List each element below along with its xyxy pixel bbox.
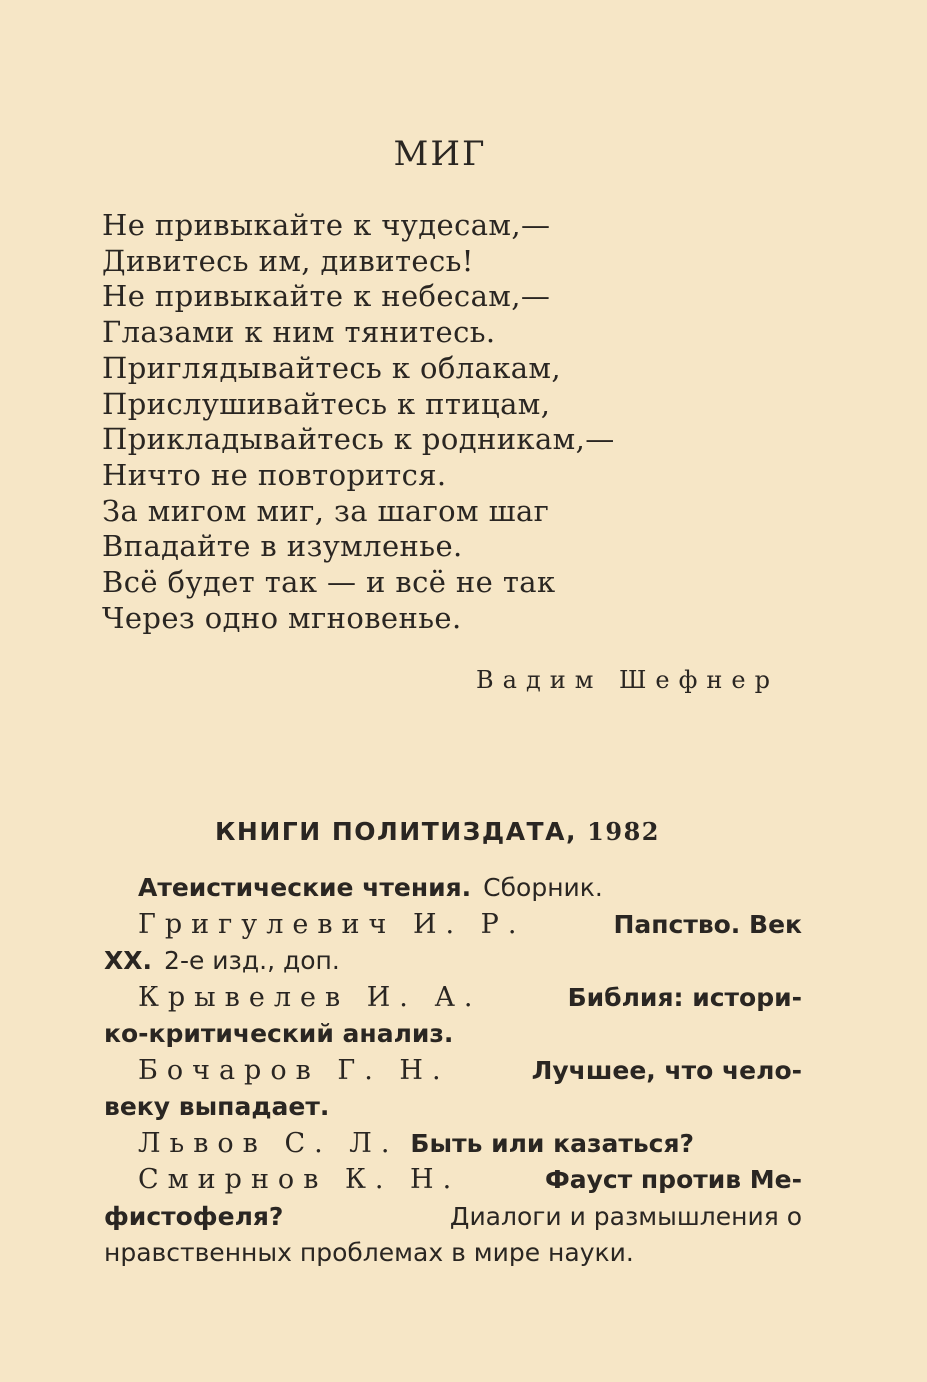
book-author: Львов С. Л.	[138, 1127, 399, 1159]
poem-line: Ничто не повторится.	[102, 457, 447, 492]
poem-line: Прикладывайтесь к родникам,—	[102, 422, 615, 457]
list-item-continuation	[104, 1235, 802, 1272]
poem-line: Прислушивайтесь к птицам,	[102, 386, 551, 421]
list-item	[104, 907, 802, 944]
book-title: Фауст против Ме-	[544, 1165, 802, 1194]
list-item	[104, 1053, 802, 1090]
book-list	[104, 870, 802, 1272]
poem-line: Всё будет так — и всё не так	[102, 565, 556, 600]
book-title: Атеистические чтения.	[138, 873, 472, 902]
book-title: Быть или казаться?	[410, 1128, 695, 1158]
section-title	[215, 814, 660, 850]
poem-line: Не привыкайте к небесам,—	[102, 279, 551, 314]
book-title: Библия: истори-	[567, 982, 802, 1012]
list-item	[104, 1162, 802, 1199]
list-item-continuation	[104, 1016, 802, 1053]
list-item-continuation	[104, 1089, 802, 1126]
book-note: Сборник.	[483, 873, 603, 902]
section-title-text: КНИГИ ПОЛИТИЗДАТА,	[215, 817, 577, 846]
book-title: Лучшее, что чело-	[531, 1055, 802, 1085]
book-author: Бочаров Г. Н.	[138, 1054, 450, 1086]
book-author: Крывелев И. А.	[138, 981, 482, 1013]
book-title-cont: XX.	[104, 946, 153, 975]
list-item-continuation	[104, 943, 802, 980]
poem-line: Через одно мгновенье.	[102, 600, 462, 635]
poem-author: Вадим Шефнер	[476, 666, 779, 694]
poem-body	[102, 208, 615, 636]
book-note-cont: нравственных проблемах в мире науки.	[104, 1238, 634, 1267]
list-item	[104, 1126, 802, 1163]
poem-title: МИГ	[393, 134, 487, 174]
poem-line: Приглядывайтесь к облакам,	[102, 350, 561, 385]
book-title-cont: веку выпадает.	[104, 1092, 330, 1121]
poem-line: Глазами к ним тянитесь.	[102, 315, 496, 350]
book-title-cont: ко-критический анализ.	[104, 1019, 454, 1048]
book-note: 2-е изд., доп.	[164, 946, 340, 975]
list-item	[104, 870, 802, 907]
poem-line: Не привыкайте к чудесам,—	[102, 208, 551, 242]
book-title: Папство. Век	[613, 909, 802, 939]
book-note: Диалоги и размышления о	[449, 1201, 802, 1231]
list-item	[104, 980, 802, 1017]
book-author: Смирнов К. Н.	[138, 1164, 461, 1195]
section-year: 1982	[587, 817, 660, 846]
book-title-cont: фистофеля?	[104, 1201, 284, 1231]
book-author: Григулевич И. Р.	[138, 908, 526, 940]
list-item-continuation	[104, 1199, 802, 1236]
poem-line: Впадайте в изумленье.	[102, 529, 463, 564]
poem-line: За мигом миг, за шагом шаг	[102, 493, 550, 528]
poem-line: Дивитесь им, дивитесь!	[102, 243, 474, 278]
